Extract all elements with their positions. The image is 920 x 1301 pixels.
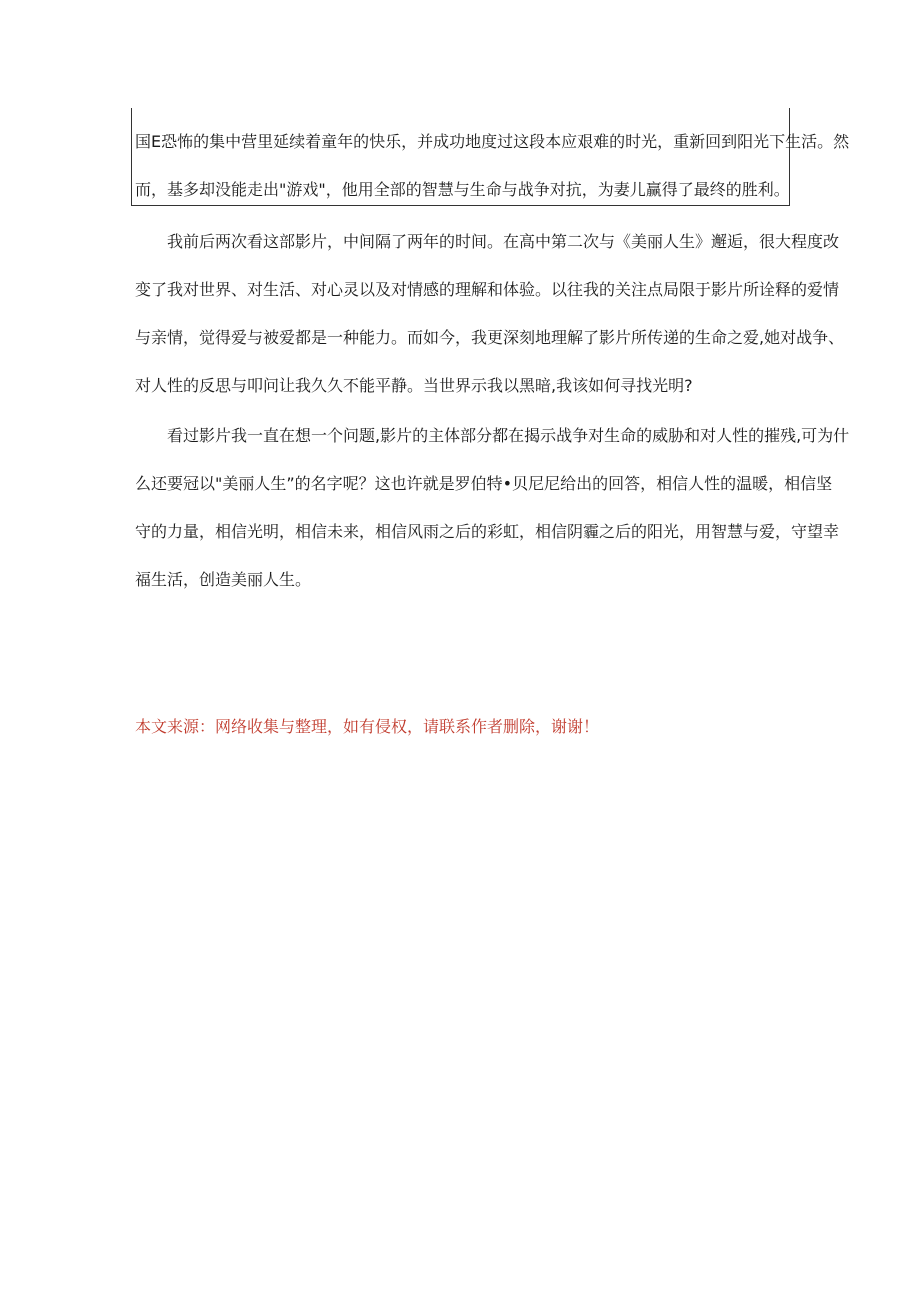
paragraph-line: 我前后两次看这部影片，中间隔了两年的时间。在高中第二次与《美丽人生》邂逅，很大程度改 xyxy=(167,232,840,251)
paragraph-line: 对人性的反思与叩问让我久久不能平静。当世界示我以黑暗,我该如何寻找光明? xyxy=(135,376,693,395)
box-paragraph-line-2: 而，基多却没能走出"游戏"，他用全部的智慧与生命与战争对抗，为妻儿赢得了最终的胜利。 xyxy=(135,180,790,199)
bordered-paragraph-box xyxy=(131,108,850,206)
source-note: 本文来源：网络收集与整理，如有侵权，请联系作者删除，谢谢！ xyxy=(135,717,600,736)
paragraph-line: 守的力量，相信光明，相信未来，相信风雨之后的彩虹，相信阴霾之后的阳光，用智慧与爱，守望幸 xyxy=(135,522,840,541)
paragraph-line: 福生活，创造美丽人生。 xyxy=(135,570,312,589)
paragraph-line: 看过影片我一直在想一个问题,影片的主体部分都在揭示战争对生命的威胁和对人性的摧残,可为什 xyxy=(167,426,850,445)
paragraph-line: 么还要冠以"美丽人生”的名字呢？这也许就是罗伯特•贝尼尼给出的回答，相信人性的温暖，相信坚 xyxy=(135,474,833,493)
paragraph-line: 与亲情，觉得爱与被爱都是一种能力。而如今，我更深刻地理解了影片所传递的生命之爱,她对战争、 xyxy=(135,328,845,347)
box-paragraph-line-1: 国E恐怖的集中营里延续着童年的快乐，并成功地度过这段本应艰难的时光，重新回到阳光下生活。然 xyxy=(135,132,850,151)
paragraph-line: 变了我对世界、对生活、对心灵以及对情感的理解和体验。以往我的关注点局限于影片所诠释的爱情 xyxy=(135,280,840,299)
